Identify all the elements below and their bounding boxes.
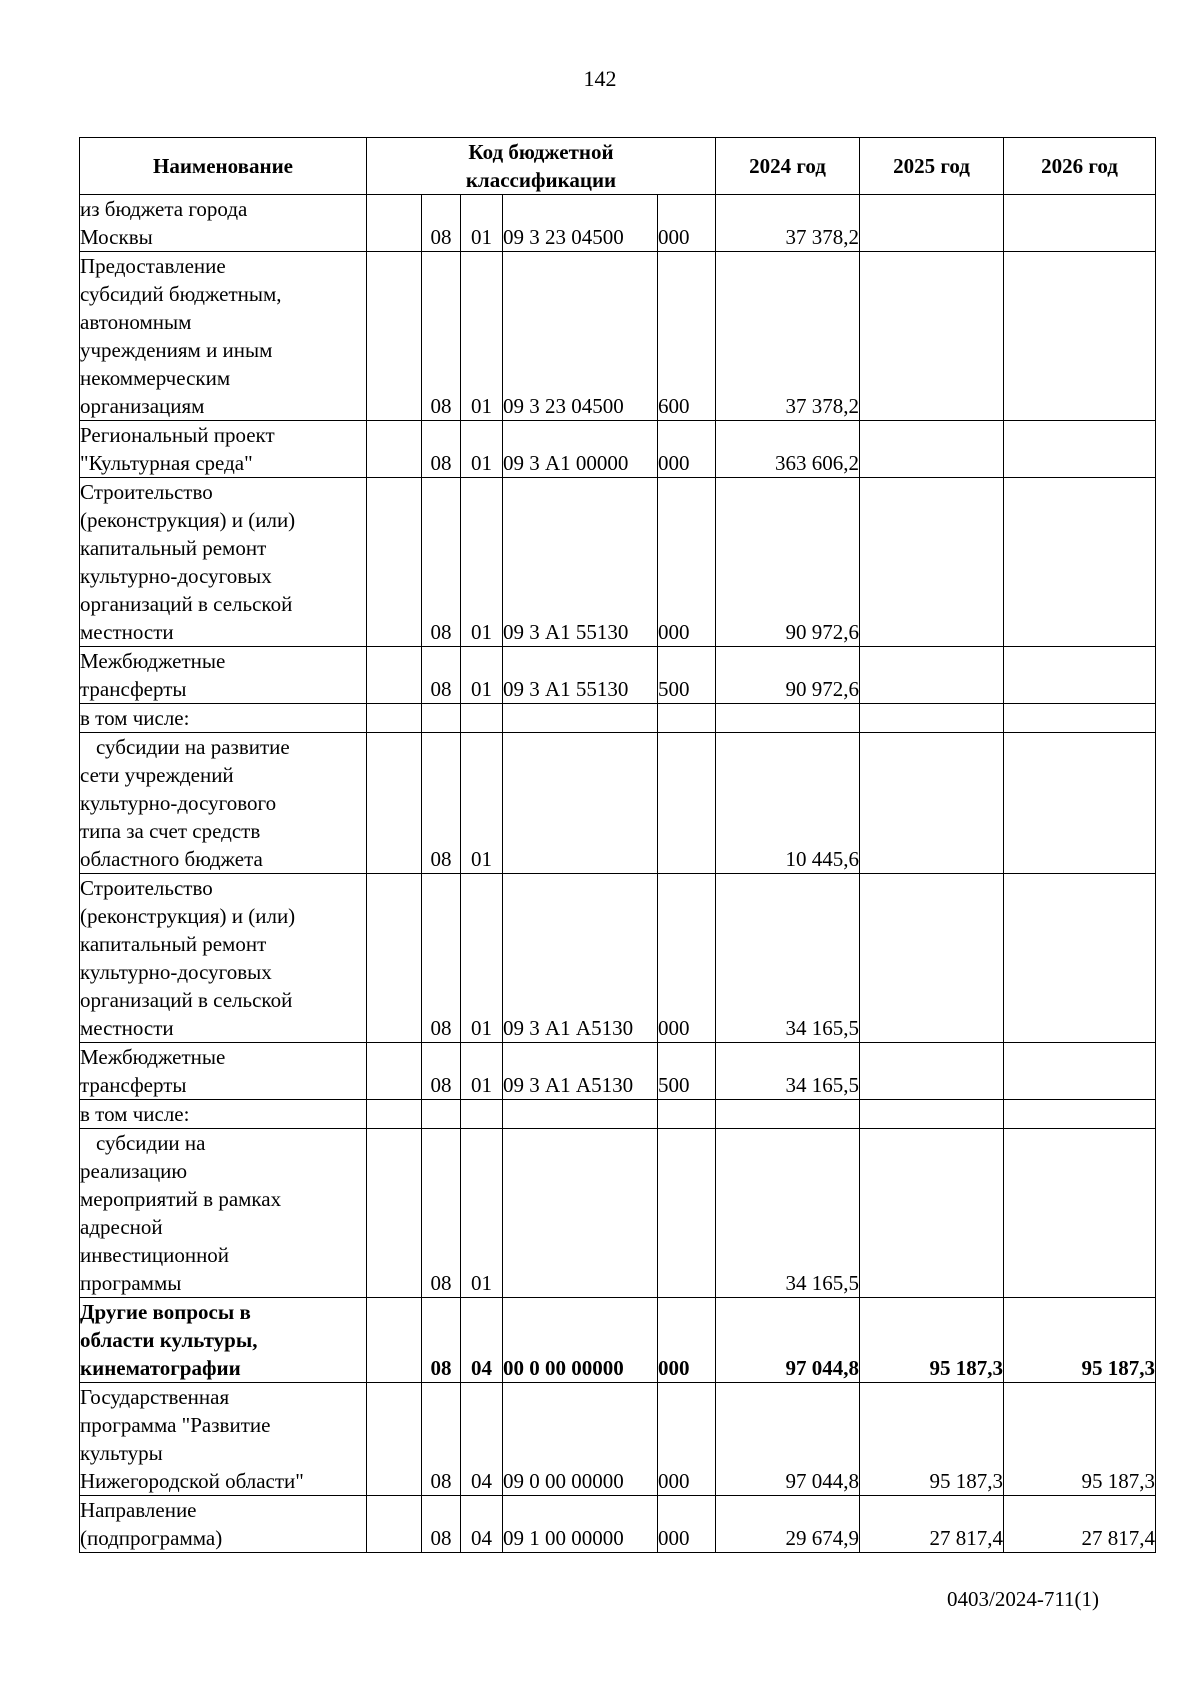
cell-expense-type: 500 bbox=[658, 1043, 716, 1100]
cell-2025 bbox=[860, 733, 1004, 874]
table-body bbox=[80, 195, 1156, 1553]
cell-2026: 95 187,3 bbox=[1004, 1383, 1156, 1496]
cell-2024: 34 165,5 bbox=[716, 1043, 860, 1100]
cell-name bbox=[80, 704, 367, 733]
cell-name bbox=[80, 1496, 367, 1553]
cell-name bbox=[80, 1298, 367, 1383]
cell-expense-type: 600 bbox=[658, 252, 716, 421]
cell-name bbox=[80, 478, 367, 647]
cell-name-line: организаций в сельской bbox=[80, 988, 293, 1012]
cell-section: 08 bbox=[422, 1496, 461, 1553]
cell-name bbox=[80, 733, 367, 874]
cell-name-line: Межбюджетные bbox=[80, 1045, 226, 1069]
cell-name bbox=[80, 1129, 367, 1298]
cell-name-line: Другие вопросы в bbox=[80, 1300, 251, 1324]
cell-name-line: некоммерческим bbox=[80, 366, 231, 390]
cell-subsection: 01 bbox=[461, 252, 503, 421]
cell-section: 08 bbox=[422, 478, 461, 647]
cell-extra bbox=[367, 252, 422, 421]
cell-name-line: Межбюджетные bbox=[80, 649, 226, 673]
cell-name-line: областного бюджета bbox=[80, 847, 263, 871]
table-row bbox=[80, 1100, 1156, 1129]
cell-2025: 95 187,3 bbox=[860, 1298, 1004, 1383]
cell-name-line: реализацию bbox=[80, 1159, 188, 1183]
cell-target-article: 09 3 А1 55130 bbox=[503, 647, 658, 704]
cell-subsection: 01 bbox=[461, 478, 503, 647]
cell-2025 bbox=[860, 874, 1004, 1043]
cell-section: 08 bbox=[422, 421, 461, 478]
cell-2026 bbox=[1004, 252, 1156, 421]
cell-target-article bbox=[503, 1100, 658, 1129]
cell-subsection: 01 bbox=[461, 1043, 503, 1100]
cell-name-line: программы bbox=[80, 1271, 182, 1295]
cell-2025 bbox=[860, 195, 1004, 252]
cell-extra bbox=[367, 1383, 422, 1496]
cell-2025 bbox=[860, 704, 1004, 733]
cell-2026 bbox=[1004, 704, 1156, 733]
cell-2024: 10 445,6 bbox=[716, 733, 860, 874]
table-row bbox=[80, 478, 1156, 647]
cell-2024: 90 972,6 bbox=[716, 478, 860, 647]
cell-name-line: трансферты bbox=[80, 1073, 187, 1097]
cell-name-line: местности bbox=[80, 620, 174, 644]
cell-2026 bbox=[1004, 733, 1156, 874]
cell-name-line: сети учреждений bbox=[80, 763, 234, 787]
cell-target-article: 09 3 А1 55130 bbox=[503, 478, 658, 647]
table-row bbox=[80, 704, 1156, 733]
cell-extra bbox=[367, 478, 422, 647]
cell-name-line: Направление bbox=[80, 1498, 197, 1522]
cell-expense-type bbox=[658, 704, 716, 733]
cell-extra bbox=[367, 647, 422, 704]
cell-name-line: Строительство bbox=[80, 480, 213, 504]
cell-2026 bbox=[1004, 647, 1156, 704]
cell-subsection: 01 bbox=[461, 195, 503, 252]
cell-expense-type: 000 bbox=[658, 195, 716, 252]
cell-section: 08 bbox=[422, 647, 461, 704]
cell-2026: 27 817,4 bbox=[1004, 1496, 1156, 1553]
cell-name-line: местности bbox=[80, 1016, 174, 1040]
cell-expense-type: 000 bbox=[658, 421, 716, 478]
cell-2025: 27 817,4 bbox=[860, 1496, 1004, 1553]
cell-name-line: "Культурная среда" bbox=[80, 451, 253, 475]
cell-name-line: учреждениям и иным bbox=[80, 338, 273, 362]
table-row bbox=[80, 1129, 1156, 1298]
cell-2025 bbox=[860, 1100, 1004, 1129]
cell-2025 bbox=[860, 647, 1004, 704]
cell-name-line: Региональный проект bbox=[80, 423, 275, 447]
cell-name bbox=[80, 1043, 367, 1100]
cell-2026: 95 187,3 bbox=[1004, 1298, 1156, 1383]
cell-name bbox=[80, 1383, 367, 1496]
cell-2026 bbox=[1004, 874, 1156, 1043]
cell-target-article: 09 3 23 04500 bbox=[503, 195, 658, 252]
document-number: 0403/2024-711(1) bbox=[947, 1587, 1100, 1611]
cell-name-line: культурно-досуговых bbox=[80, 960, 272, 984]
table-row bbox=[80, 647, 1156, 704]
cell-2025: 95 187,3 bbox=[860, 1383, 1004, 1496]
cell-name-line: Нижегородской области" bbox=[80, 1469, 304, 1493]
table-row bbox=[80, 1043, 1156, 1100]
cell-target-article: 00 0 00 00000 bbox=[503, 1298, 658, 1383]
cell-2025 bbox=[860, 1129, 1004, 1298]
cell-section: 08 bbox=[422, 252, 461, 421]
cell-2025 bbox=[860, 478, 1004, 647]
cell-name-line: мероприятий в рамках bbox=[80, 1187, 282, 1211]
cell-extra bbox=[367, 1129, 422, 1298]
cell-name-line: (реконструкция) и (или) bbox=[80, 508, 296, 532]
cell-subsection: 01 bbox=[461, 1129, 503, 1298]
cell-name-line: Предоставление bbox=[80, 254, 226, 278]
cell-name-line: капитальный ремонт bbox=[80, 932, 267, 956]
cell-subsection bbox=[461, 704, 503, 733]
cell-name-line: кинематографии bbox=[80, 1356, 241, 1380]
cell-name bbox=[80, 1100, 367, 1129]
cell-name-line: организациям bbox=[80, 394, 205, 418]
header-2026: 2026 год bbox=[1004, 138, 1156, 195]
cell-expense-type bbox=[658, 1100, 716, 1129]
cell-name-line: субсидий бюджетным, bbox=[80, 282, 282, 306]
cell-2024: 34 165,5 bbox=[716, 874, 860, 1043]
cell-section: 08 bbox=[422, 195, 461, 252]
cell-name-line: субсидии на развитие bbox=[96, 735, 290, 759]
cell-extra bbox=[367, 874, 422, 1043]
table-row bbox=[80, 1298, 1156, 1383]
cell-2024 bbox=[716, 1100, 860, 1129]
cell-name-line: инвестиционной bbox=[80, 1243, 230, 1267]
cell-section: 08 bbox=[422, 1043, 461, 1100]
cell-section: 08 bbox=[422, 1298, 461, 1383]
cell-expense-type bbox=[658, 1129, 716, 1298]
budget-table bbox=[79, 137, 1156, 1553]
cell-target-article: 09 0 00 00000 bbox=[503, 1383, 658, 1496]
cell-expense-type: 500 bbox=[658, 647, 716, 704]
cell-2026 bbox=[1004, 195, 1156, 252]
cell-name-line: (реконструкция) и (или) bbox=[80, 904, 296, 928]
cell-name-line: субсидии на bbox=[96, 1131, 206, 1155]
table-row bbox=[80, 733, 1156, 874]
table-row bbox=[80, 195, 1156, 252]
cell-extra bbox=[367, 1496, 422, 1553]
cell-extra bbox=[367, 733, 422, 874]
cell-2024: 37 378,2 bbox=[716, 252, 860, 421]
cell-extra bbox=[367, 1298, 422, 1383]
cell-name-line: (подпрограмма) bbox=[80, 1526, 223, 1550]
cell-name-line: типа за счет средств bbox=[80, 819, 261, 843]
cell-2024 bbox=[716, 704, 860, 733]
cell-name-line: из бюджета города bbox=[80, 197, 248, 221]
cell-target-article: 09 3 А1 00000 bbox=[503, 421, 658, 478]
cell-section: 08 bbox=[422, 1129, 461, 1298]
cell-section: 08 bbox=[422, 874, 461, 1043]
header-code: Код бюджетной классификации bbox=[367, 138, 716, 195]
cell-subsection: 01 bbox=[461, 874, 503, 1043]
cell-name-line: в том числе: bbox=[80, 706, 190, 730]
page-number: 142 bbox=[583, 66, 617, 91]
cell-expense-type: 000 bbox=[658, 874, 716, 1043]
cell-name-line: культуры bbox=[80, 1441, 163, 1465]
cell-extra bbox=[367, 704, 422, 733]
cell-name bbox=[80, 647, 367, 704]
cell-2024: 90 972,6 bbox=[716, 647, 860, 704]
cell-name-line: капитальный ремонт bbox=[80, 536, 267, 560]
cell-name-line: автономным bbox=[80, 310, 192, 334]
cell-subsection: 04 bbox=[461, 1298, 503, 1383]
cell-target-article: 09 3 А1 А5130 bbox=[503, 874, 658, 1043]
cell-name-line: адресной bbox=[80, 1215, 163, 1239]
cell-2026 bbox=[1004, 478, 1156, 647]
header-2025: 2025 год bbox=[860, 138, 1004, 195]
cell-name-line: культурно-досугового bbox=[80, 791, 277, 815]
table-row bbox=[80, 421, 1156, 478]
cell-2024: 97 044,8 bbox=[716, 1383, 860, 1496]
cell-2026 bbox=[1004, 421, 1156, 478]
cell-subsection: 01 bbox=[461, 733, 503, 874]
table-row bbox=[80, 874, 1156, 1043]
cell-target-article: 09 3 А1 А5130 bbox=[503, 1043, 658, 1100]
cell-expense-type bbox=[658, 733, 716, 874]
table-header-row bbox=[80, 138, 1156, 195]
cell-2024: 97 044,8 bbox=[716, 1298, 860, 1383]
cell-target-article: 09 3 23 04500 bbox=[503, 252, 658, 421]
cell-2026 bbox=[1004, 1129, 1156, 1298]
cell-2024: 363 606,2 bbox=[716, 421, 860, 478]
cell-target-article bbox=[503, 733, 658, 874]
cell-expense-type: 000 bbox=[658, 1383, 716, 1496]
cell-name-line: области культуры, bbox=[80, 1328, 258, 1352]
cell-2025 bbox=[860, 421, 1004, 478]
cell-name-line: в том числе: bbox=[80, 1102, 190, 1126]
cell-expense-type: 000 bbox=[658, 478, 716, 647]
cell-name bbox=[80, 195, 367, 252]
cell-expense-type: 000 bbox=[658, 1298, 716, 1383]
cell-section: 08 bbox=[422, 733, 461, 874]
cell-name-line: культурно-досуговых bbox=[80, 564, 272, 588]
cell-name-line: Москвы bbox=[80, 225, 153, 249]
cell-extra bbox=[367, 421, 422, 478]
cell-target-article: 09 1 00 00000 bbox=[503, 1496, 658, 1553]
cell-name bbox=[80, 421, 367, 478]
cell-name-line: Строительство bbox=[80, 876, 213, 900]
cell-2024: 29 674,9 bbox=[716, 1496, 860, 1553]
cell-extra bbox=[367, 195, 422, 252]
cell-target-article bbox=[503, 704, 658, 733]
cell-2025 bbox=[860, 252, 1004, 421]
cell-extra bbox=[367, 1043, 422, 1100]
cell-name-line: Государственная bbox=[80, 1385, 230, 1409]
cell-2026 bbox=[1004, 1100, 1156, 1129]
table-row bbox=[80, 252, 1156, 421]
cell-2025 bbox=[860, 1043, 1004, 1100]
cell-name bbox=[80, 252, 367, 421]
cell-name bbox=[80, 874, 367, 1043]
header-name: Наименование bbox=[80, 138, 367, 195]
cell-name-line: программа "Развитие bbox=[80, 1413, 271, 1437]
cell-name-line: трансферты bbox=[80, 677, 187, 701]
cell-2024: 37 378,2 bbox=[716, 195, 860, 252]
cell-subsection: 01 bbox=[461, 421, 503, 478]
table-row bbox=[80, 1496, 1156, 1553]
cell-2026 bbox=[1004, 1043, 1156, 1100]
cell-section bbox=[422, 704, 461, 733]
cell-extra bbox=[367, 1100, 422, 1129]
cell-name-line: организаций в сельской bbox=[80, 592, 293, 616]
cell-target-article bbox=[503, 1129, 658, 1298]
cell-section bbox=[422, 1100, 461, 1129]
cell-subsection: 01 bbox=[461, 647, 503, 704]
cell-subsection bbox=[461, 1100, 503, 1129]
table-row bbox=[80, 1383, 1156, 1496]
cell-expense-type: 000 bbox=[658, 1496, 716, 1553]
cell-subsection: 04 bbox=[461, 1383, 503, 1496]
cell-2024: 34 165,5 bbox=[716, 1129, 860, 1298]
header-2024: 2024 год bbox=[716, 138, 860, 195]
cell-subsection: 04 bbox=[461, 1496, 503, 1553]
cell-section: 08 bbox=[422, 1383, 461, 1496]
